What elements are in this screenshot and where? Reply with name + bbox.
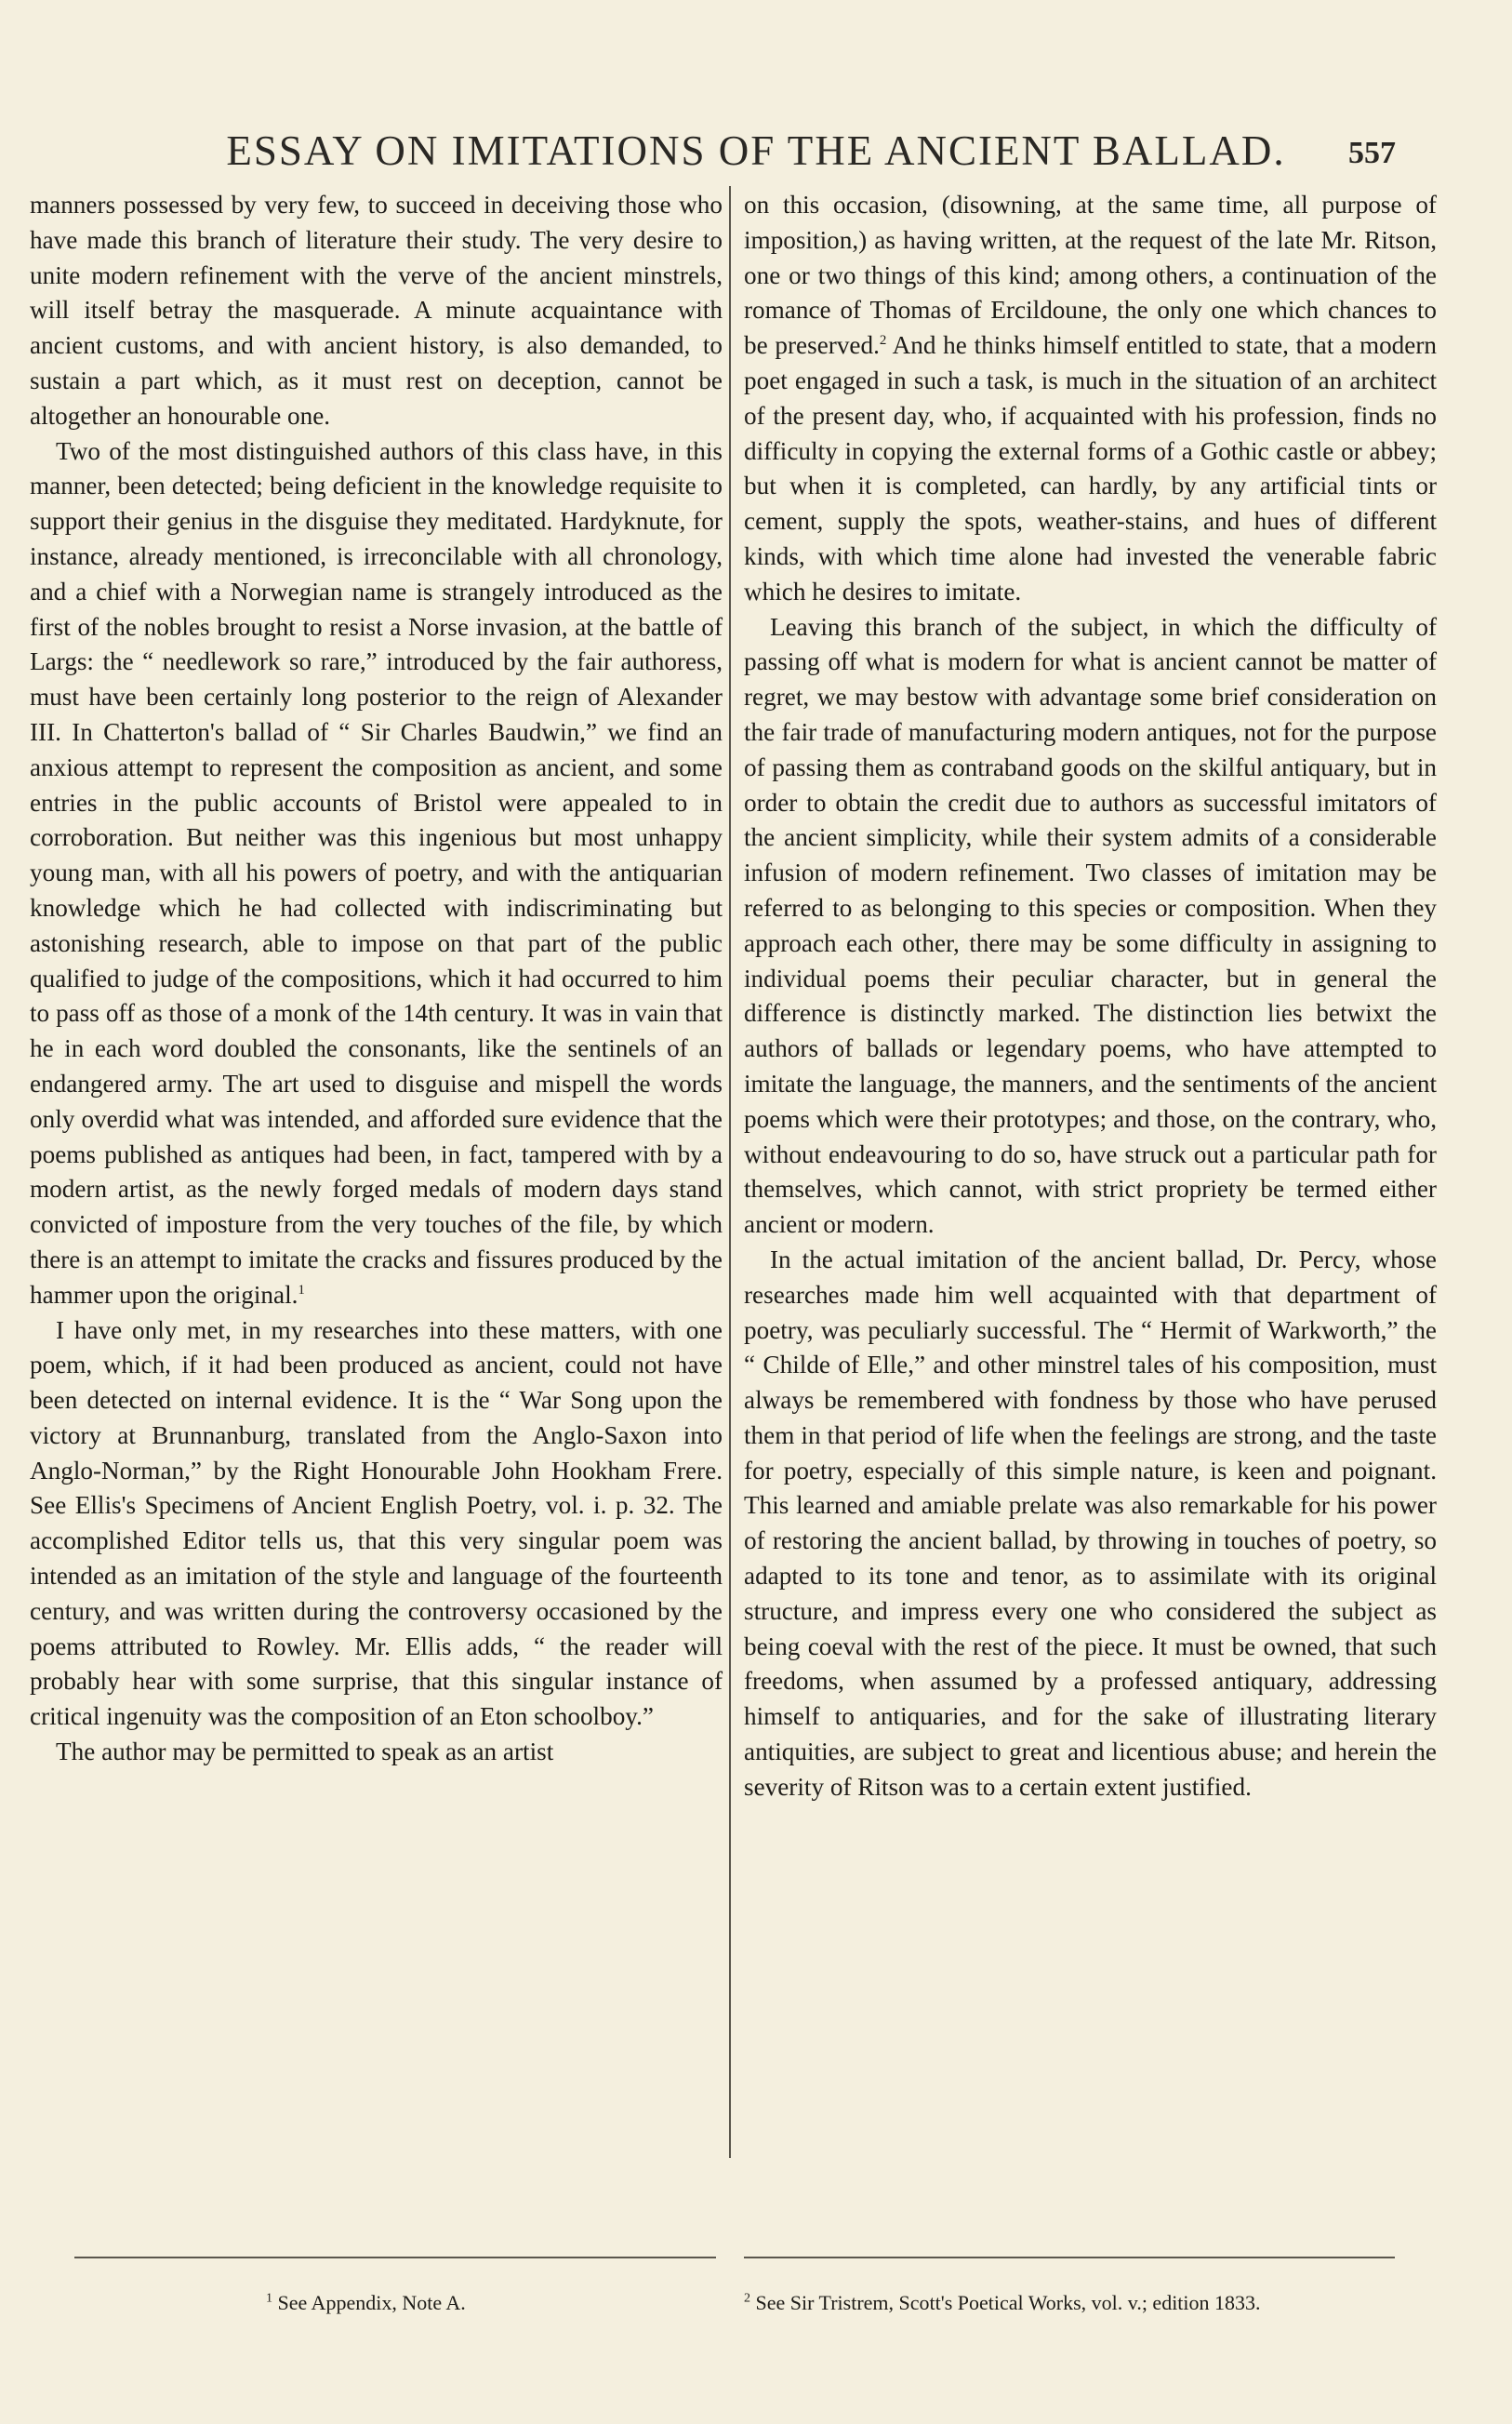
page-number: 557 — [1348, 136, 1396, 170]
footnote-text: See Appendix, Note A. — [277, 2291, 466, 2314]
paragraph: Leaving this branch of the subject, in which the difficulty of passing off what is modern for what is ancient cannot be matter of regret, we may bestow with advantage some brief consideration on the fair trade of manufacturing modern antiques, not for the purpose of passing them as contraband goods on the skilful antiquary, but in order to obtain the credit due to authors as successful imitators of the ancient simplicity, while their system admits of a considerable infusion of modern refinement. Two classes of imitation may be referred to as belonging to this species or composition. When they approach each other, there may be some difficulty in assigning to individual poems their peculiar character, but in general the difference is distinctly marked. The distinction lies betwixt the authors of ballads or legendary poems, who have attempted to imitate the language, the manners, and the sentiments of the ancient poems which were their prototypes; and those, on the contrary, who, without endeavouring to do so, have struck out a particular path for themselves, which cannot, with strict propriety be termed either ancient or modern. — [744, 612, 1437, 1239]
paragraph-text: Two of the most distinguished authors of this class have, in this manner, been detected; being deficient in the knowledge requisite to support their genius in the disguise they meditated. Hardyknute, for instance, already mentioned, is irreconcilable with all chronology, and a chief with a Norwegian name is strangely introduced as the first of the nobles brought to resist a Norse invasion, at the battle of Largs: the “ needlework so rare,” introduced by the fair authoress, must have been certainly long posterior to the reign of Alexander III. In Chatterton's ballad of “ Sir Charles Baudwin,” we find an anxious attempt to represent the composition as ancient, and some entries in the public accounts of Bristol were appealed to in corroboration. But neither was this ingenious but most unhappy young man, with all his powers of poetry, and with the antiquarian knowledge which he had collected with indiscriminating but astonishing research, able to impose on that part of the public qualified to judge of the compositions, which it had occurred to him to pass off as those of a monk of the 14th century. It was in vain that he in each word doubled the consonants, like the sentinels of an endangered army. The art used to disguise and mispell the words only overdid what was intended, and afforded sure evidence that the poems published as antiques had been, in fact, tampered with by a modern artist, as the newly forged medals of modern days stand convicted of imposture from the very touches of the file, by which there is an attempt to imitate the cracks and fissures produced by the hammer upon the original. — [30, 436, 723, 1309]
right-text-column — [744, 188, 1437, 1805]
footnote-ref: 2 — [879, 333, 887, 349]
paragraph: In the actual imitation of the ancient ballad, Dr. Percy, whose researches made him well acquainted with that department of poetry, was peculiarly successful. The “ Hermit of Warkworth,” the “ Childe of Elle,” and other minstrel tales of his composition, must always be remembered with fondness by those who have perused them in that period of life when the feelings are strong, and the taste for poetry, especially of this simple nature, is keen and poignant. This learned and amiable prelate was also remarkable for his power of restoring the ancient ballad, by throwing in touches of poetry, so adapted to its tone and tenor, as to assimilate with its original structure, and impress every one who considered the subject as being coeval with the rest of the piece. It must be owned, that such freedoms, when assumed by a professed antiquary, addressing himself to antiquaries, and for the sake of illustrating literary antiquities, are subject to great and licentious abuse; and herein the severity of Ritson was to a certain extent justified. — [744, 1245, 1437, 1801]
footnote-rule — [74, 2257, 716, 2258]
paragraph — [744, 188, 1437, 610]
footnote-text: See Sir Tristrem, Scott's Poetical Works, vol. v.; edition 1833. — [755, 2291, 1261, 2314]
footnote-right — [744, 2288, 1413, 2318]
footnote-ref: 1 — [298, 1282, 305, 1298]
running-header-title: ESSAY ON IMITATIONS OF THE ANCIENT BALLAD. — [226, 127, 1286, 174]
paragraph: I have only met, in my researches into these matters, with one poem, which, if it had been produced as ancient, could not have been detected on internal evidence. It is the “ War Song upon the victory at Brunnanburg, translated from the Anglo-Saxon into Anglo-Norman,” by the Right Honourable John Hookham Frere. See Ellis's Specimens of Ancient English Poetry, vol. i. p. 32. The accomplished Editor tells us, that this very singular poem was intended as an imitation of the style and language of the fourteenth century, and was written during the controversy occasioned by the poems attributed to Rowley. Mr. Ellis adds, “ the reader will probably hear with some surprise, that this singular instance of critical ingenuity was the composition of an Eton schoolboy.” — [30, 1315, 723, 1731]
paragraph: manners possessed by very few, to succeed in deceiving those who have made this branch of literature their study. The very desire to unite modern refinement with the verve of the ancient minstrels, will itself betray the masquerade. A minute acquaintance with ancient customs, and with ancient history, is also demanded, to sustain a part which, as it must rest on deception, cannot be altogether an honourable one. — [30, 191, 723, 430]
paragraph-text: And he thinks himself entitled to state, that a modern poet engaged in such a task, is much in the situation of an architect of the present day, who, if acquainted with his profession, finds no difficulty in copying the external forms of a Gothic castle or abbey; but when it is completed, can hardly, by any artificial tints or cement, supply the spots, weather-stains, and hues of different kinds, with which time alone had invested the venerable fabric which he desires to imitate. — [744, 331, 1437, 606]
paragraph: The author may be permitted to speak as an artist — [56, 1738, 554, 1766]
footnote-marker: 2 — [744, 2291, 750, 2306]
column-divider — [729, 186, 731, 2158]
footnote-marker: 1 — [266, 2291, 272, 2306]
footnote-left — [266, 2288, 712, 2318]
paragraph-text: on this occasion, (disowning, at the same time, all purpose of imposition,) as having written, at the request of the late Mr. Ritson, one or two things of this kind; among others, a continuation of the romance of Thomas of Ercildoune, the only one which chances to be preserved. — [744, 191, 1437, 360]
left-text-column — [30, 188, 723, 1770]
footnote-rule — [744, 2257, 1395, 2258]
paragraph — [30, 434, 723, 1313]
